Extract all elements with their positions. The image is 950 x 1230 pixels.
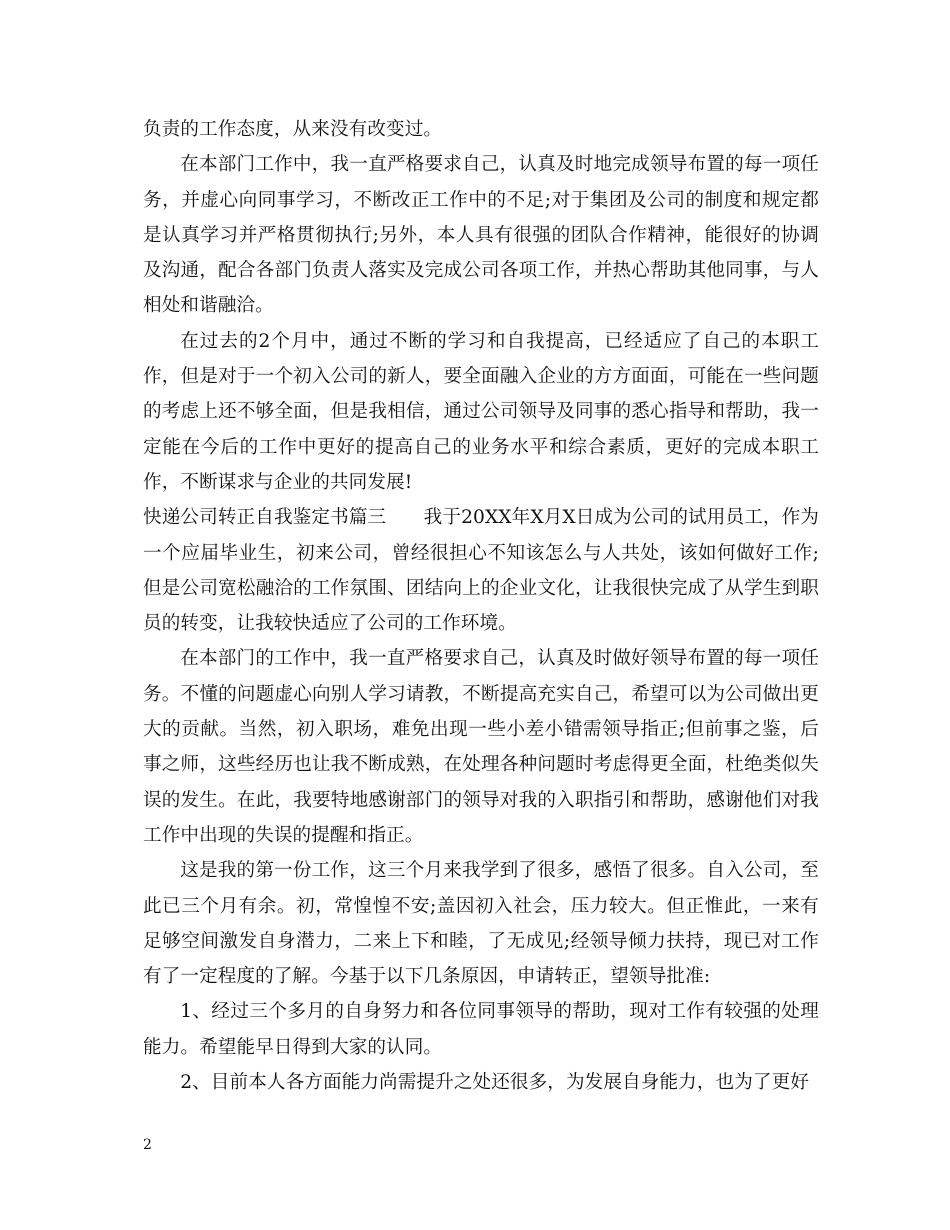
paragraph-reason-1: 1、经过三个多月的自身努力和各位同事领导的帮助，现对工作有较强的处理能力。希望能早日得到大家的认同。 [143,1001,819,1058]
paragraph-dept-work-2: 在本部门的工作中，我一直严格要求自己，认真及时做好领导布置的每一项任务。不懂的问题虚心向别人学习请教，不断提高充实自己，希望可以为公司做出更大的贡献。当然，初入职场，难免出现一些小差小错需领导指正;但前事之鉴，后事之师，这些经历也让我不断成熟，在处理各种问题时考虑得更全面，杜绝类似失误的发生。在此，我要特地感谢部门的领导对我的入职指引和帮助，感谢他们对我工作中出现的失误的提醒和指正。 [143,648,819,846]
paragraph-continuation: 负责的工作态度，从来没有改变过。 [143,119,443,140]
paragraph-first-job: 这是我的第一份工作，这三个月来我学到了很多，感悟了很多。自入公司，至此已三个月有余。初，常惶惶不安;盖因初入社会，压力较大。但正惟此，一来有足够空间激发自身潜力，二来上下和睦，了无成见;经领导倾力扶持，现已对工作有了一定程度的了解。今基于以下几条原因，申请转正，望领导批准: [143,860,819,988]
paragraph-section-three: 快递公司转正自我鉴定书篇三 我于20XX年X月X日成为公司的试用员工，作为一个应届毕业生，初来公司，曾经很担心不知该怎么与人共处，该如何做好工作;但是公司宽松融洽的工作氛围、团结向上的企业文化，让我很快完成了从学生到职员的转变，让我较快适应了公司的工作环境。 [143,507,819,635]
paragraph-dept-work-1: 在本部门工作中，我一直严格要求自己，认真及时地完成领导布置的每一项任务，并虚心向同事学习，不断改正工作中的不足;对于集团及公司的制度和规定都是认真学习并严格贯彻执行;另外，本人具有很强的团队合作精神，能很好的协调及沟通，配合各部门负责人落实及完成公司各项工作，并热心帮助其他同事，与人相处和谐融洽。 [143,154,819,317]
document-body [143,112,819,1100]
page-number: 2 [143,1137,152,1153]
paragraph-reason-2: 2、目前本人各方面能力尚需提升之处还很多，为发展自身能力，也为了更好 [180,1072,810,1094]
paragraph-past-two-months: 在过去的2个月中，通过不断的学习和自我提高，已经适应了自己的本职工作，但是对于一个初入公司的新人，要全面融入企业的方方面面，可能在一些问题的考虑上还不够全面，但是我相信，通过公司领导及同事的悉心指导和帮助，我一定能在今后的工作中更好的提高自己的业务水平和综合素质，更好的完成本职工作，不断谋求与企业的共同发展! [143,330,819,493]
